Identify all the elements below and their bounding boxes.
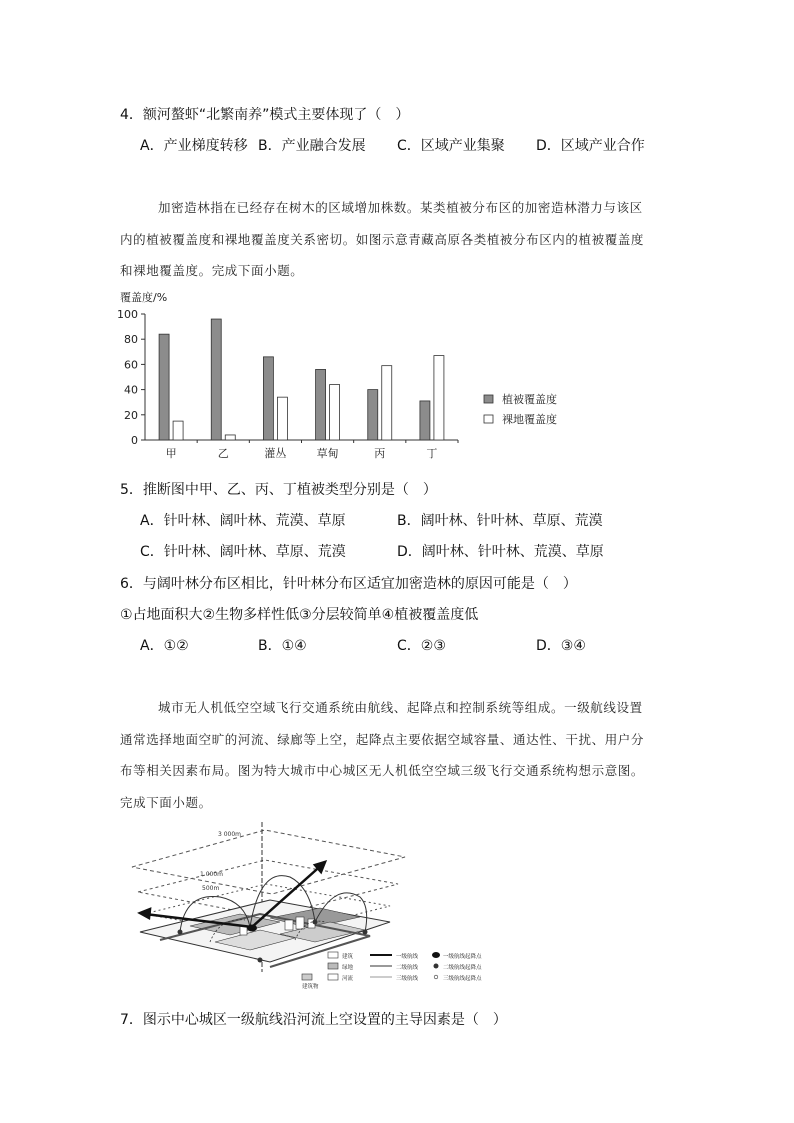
bar-bare-5 — [434, 356, 444, 440]
bar-bare-3 — [330, 385, 340, 440]
y-tick-label: 40 — [124, 383, 138, 397]
legend-green: 绿地 — [342, 965, 354, 971]
passage1-line-3: 和裸地覆盖度。完成下面小题。 — [120, 263, 304, 278]
legend-swatch — [484, 415, 493, 423]
y-tick-label: 80 — [124, 333, 138, 347]
legend-route1: 一级航线 — [396, 954, 419, 960]
legend-label: 裸地覆盖度 — [502, 413, 557, 426]
q6-option-b: B．①④ — [258, 638, 307, 654]
passage2-line-1: 城市无人机低空空域飞行交通系统由航线、起降点和控制系统等组成。一级航线设置 — [158, 700, 643, 715]
bar-vegetation-3 — [316, 369, 326, 440]
legend-label: 植被覆盖度 — [502, 393, 557, 406]
q5-option-a: A．针叶林、阔叶林、荒漠、草原 — [140, 513, 346, 529]
drone-airspace-diagram — [120, 822, 510, 992]
x-tick-label: 灌丛 — [264, 447, 287, 460]
bar-vegetation-0 — [159, 334, 169, 440]
bar-vegetation-5 — [420, 401, 430, 440]
diagram-legend — [302, 952, 482, 990]
legend-pad3: 三级航线起降点 — [443, 976, 482, 982]
x-tick-label: 草甸 — [316, 447, 339, 460]
y-tick-label: 100 — [117, 308, 138, 321]
height-label-1000: 1 000m — [200, 871, 224, 878]
q4-option-d: D．区域产业合作 — [536, 138, 645, 154]
height-label-500: 500m — [202, 885, 220, 892]
q6-option-a: A．①② — [140, 638, 189, 654]
passage1-line-1: 加密造林指在已经存在树木的区域增加株数。某类植被分布区的加密造林潜力与该区 — [158, 200, 643, 215]
legend-river: 河流 — [342, 976, 354, 982]
q7-stem: 7．图示中心城区一级航线沿河流上空设置的主导因素是（ ） — [120, 1012, 507, 1028]
legend-pad2: 二级航线起降点 — [443, 965, 482, 971]
q6-option-d: D．③④ — [536, 638, 586, 654]
legend-route3: 三级航线 — [396, 976, 419, 982]
q4-option-c: C．区域产业集聚 — [397, 138, 505, 154]
bar-vegetation-1 — [211, 319, 221, 440]
passage2-line-2: 通常选择地面空旷的河流、绿廊等上空，起降点主要依据空域容量、通达性、干扰、用户分 — [120, 732, 645, 747]
bar-bare-0 — [173, 421, 183, 440]
x-tick-label: 丙 — [374, 447, 386, 460]
x-tick-label: 丁 — [426, 447, 438, 460]
y-tick-label: 20 — [124, 408, 138, 422]
q4-option-b: B．产业融合发展 — [258, 138, 366, 154]
primary-landing-pad-icon — [247, 925, 257, 932]
q5-option-d: D．阔叶林、针叶林、荒漠、草原 — [397, 544, 604, 560]
q6-statements: ①占地面积大②生物多样性低③分层较简单④植被覆盖度低 — [120, 607, 479, 623]
legend-building-block: 建筑 — [342, 954, 354, 960]
chart-ylabel: 覆盖度/% — [120, 291, 168, 304]
passage2-line-4: 完成下面小题。 — [120, 795, 212, 810]
q6-stem: 6．与阔叶林分布区相比，针叶林分布区适宜加密造林的原因可能是（ ） — [120, 576, 577, 592]
y-tick-label: 60 — [124, 358, 138, 372]
bar-vegetation-2 — [263, 357, 273, 440]
x-tick-label: 甲 — [165, 447, 177, 460]
y-tick-label: 0 — [131, 434, 138, 447]
q5-option-b: B．阔叶林、针叶林、草原、荒漠 — [397, 513, 603, 529]
bar-bare-1 — [225, 435, 235, 440]
q5-option-c: C．针叶林、阔叶林、草原、荒漠 — [140, 544, 346, 560]
x-tick-label: 乙 — [217, 447, 229, 460]
vegetation-coverage-chart — [110, 288, 600, 464]
q4-stem: 4．额河螯虾“北繁南养”模式主要体现了（ ） — [120, 107, 410, 123]
q4-option-a: A．产业梯度转移 — [140, 138, 248, 154]
bar-vegetation-4 — [368, 390, 378, 440]
legend-pad1: 一级航线起降点 — [443, 954, 482, 960]
bar-bare-2 — [277, 397, 287, 440]
legend-route2: 二级航线 — [396, 965, 419, 971]
q5-stem: 5．推断图中甲、乙、丙、丁植被类型分别是（ ） — [120, 482, 437, 498]
q6-option-c: C．②③ — [397, 638, 446, 654]
bar-bare-4 — [382, 366, 392, 440]
passage1-line-2: 内的植被覆盖度和裸地覆盖度关系密切。如图示意青藏高原各类植被分布区内的植被覆盖度 — [120, 232, 645, 247]
legend-buildings: 建筑物 — [302, 984, 319, 990]
legend-swatch — [484, 395, 493, 403]
height-label-3000: 3 000m — [218, 831, 242, 838]
passage2-line-3: 布等相关因素布局。图为特大城市中心城区无人机低空空域三级飞行交通系统构想示意图。 — [120, 763, 645, 778]
